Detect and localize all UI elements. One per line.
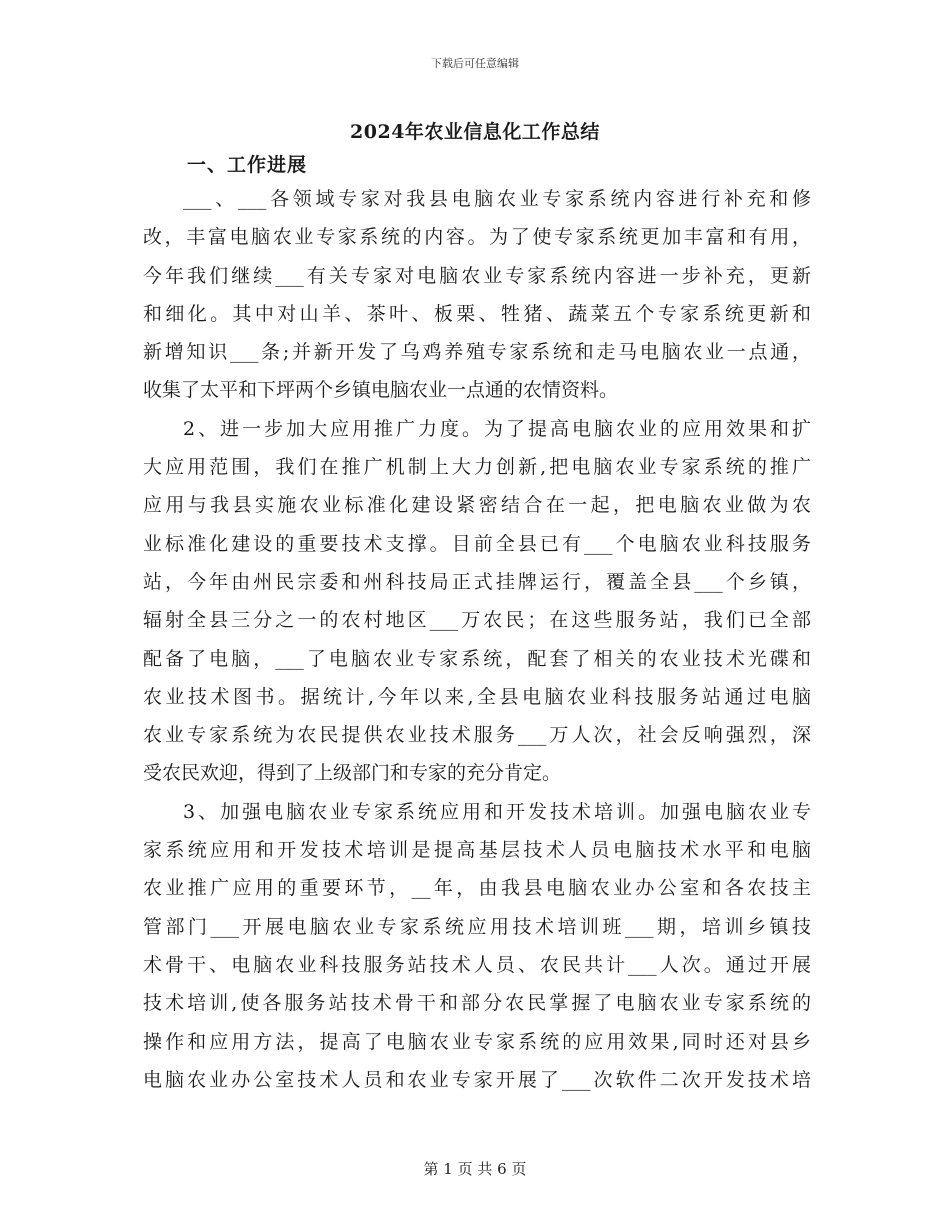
paragraph-line: 农业专家系统为农民提供农业技术服务___万人次，社会反响强烈，深 [143,724,811,747]
paragraph-line: 3、加强电脑农业专家系统应用和开发技术培训。加强电脑农业专 [183,800,811,823]
document-title: 2024年农业信息化工作总结 [350,121,600,143]
header-note: 下载后可任意编辑 [431,57,519,70]
paragraph-line: 管部门___开展电脑农业专家系统应用技术培训班___期，培训乡镇技 [143,915,811,938]
body-text [143,180,811,1099]
paragraph-line: 应用与我县实施农业标准化建设紧密结合在一起，把电脑农业做为农 [143,494,811,517]
paragraph-line: 大应用范围，我们在推广机制上大力创新,把电脑农业专家系统的推广 [143,456,811,479]
paragraph-line: 新增知识___条;并新开发了乌鸡养殖专家系统和走马电脑农业一点通， [143,341,811,364]
paragraph-line: 配备了电脑，___了电脑农业专家系统，配套了相关的农业技术光碟和 [143,647,811,670]
paragraph-line: 收集了太平和下坪两个乡镇电脑农业一点通的农情资料。 [143,379,619,402]
paragraph-line: 2、进一步加大应用推广力度。为了提高电脑农业的应用效果和扩 [183,417,811,440]
paragraph-line: 农业技术图书。据统计,今年以来,全县电脑农业科技服务站通过电脑 [143,685,811,708]
paragraph-line: 改，丰富电脑农业专家系统的内容。为了使专家系统更加丰富和有用， [143,226,811,249]
paragraph-line: 技术培训,使各服务站技术骨干和部分农民掌握了电脑农业专家系统的 [143,992,811,1015]
paragraph-line: 今年我们继续___有关专家对电脑农业专家系统内容进一步补充，更新 [143,264,811,287]
section-heading: 一、工作进展 [187,154,308,176]
paragraph-line: 家系统应用和开发技术培训是提高基层技术人员电脑技术水平和电脑 [143,839,811,862]
paragraph-line: 受农民欢迎，得到了上级部门和专家的充分肯定。 [143,762,562,785]
paragraph-line: 站，今年由州民宗委和州科技局正式挂牌运行，覆盖全县___个乡镇， [143,570,811,593]
paragraph-line: 和细化。其中对山羊、茶叶、板栗、牲猪、蔬菜五个专家系统更新和 [143,302,811,325]
paragraph-line: 术骨干、电脑农业科技服务站技术人员、农民共计___人次。通过开展 [143,953,811,976]
paragraph-line: 辐射全县三分之一的农村地区___万农民；在这些服务站，我们已全部 [143,609,811,632]
paragraph-line: 业标准化建设的重要技术支撑。目前全县已有___个电脑农业科技服务 [143,532,811,555]
paragraph-line: 操作和应用方法，提高了电脑农业专家系统的应用效果,同时还对县乡 [143,1030,811,1053]
paragraph-line: 农业推广应用的重要环节，__年，由我县电脑农业办公室和各农技主 [143,877,811,900]
page-number: 第 1 页 共 6 页 [423,1160,527,1178]
paragraph-line: ___、___各领域专家对我县电脑农业专家系统内容进行补充和修 [183,188,811,210]
paragraph-line: 电脑农业办公室技术人员和农业专家开展了___次软件二次开发技术培 [143,1068,811,1091]
